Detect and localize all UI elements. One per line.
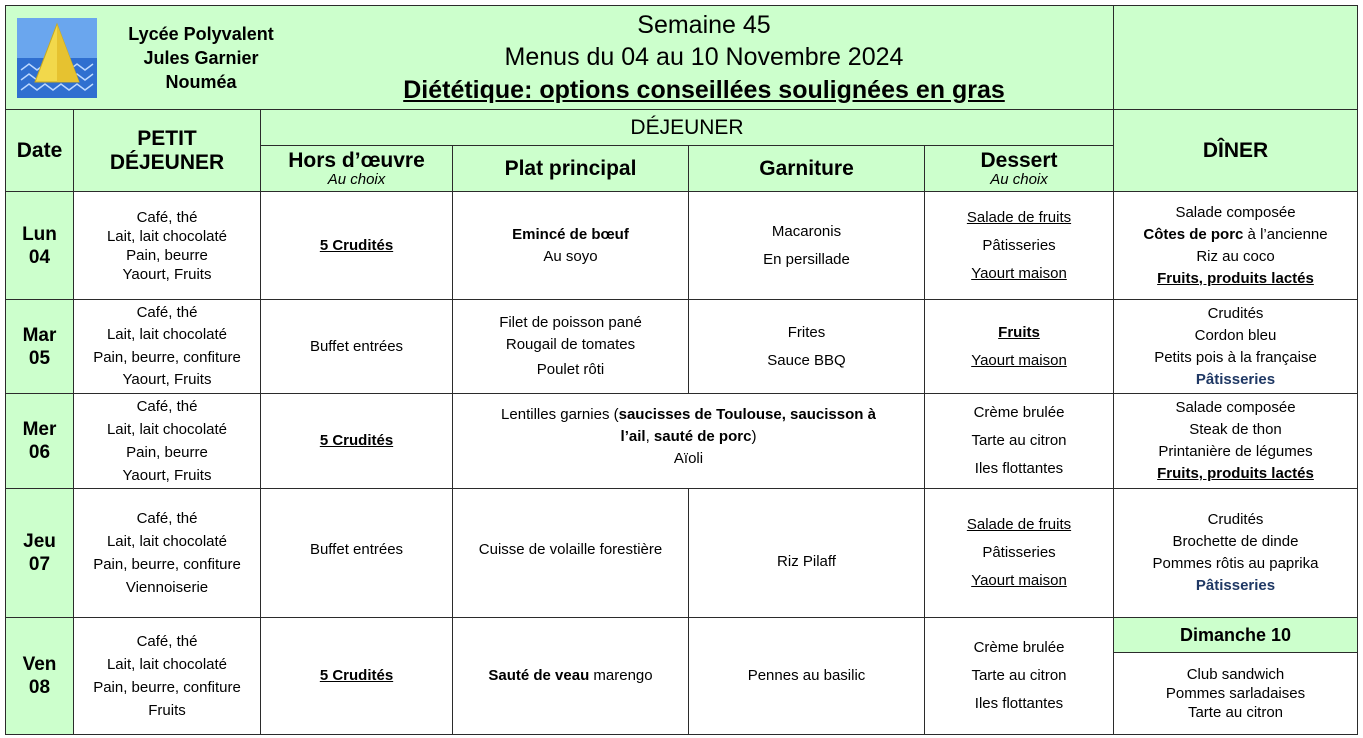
dinner-sun (1113, 652, 1358, 735)
starter-mon (260, 191, 453, 300)
menu-item: Pain, beurre (126, 246, 208, 264)
header-breakfast-1: PETIT (137, 126, 197, 150)
menu-item: Steak de thon (1189, 421, 1282, 438)
menu-item: Salade composée (1175, 399, 1296, 416)
menu-item: Pain, beurre, confiture (93, 348, 241, 366)
logo-cell (5, 5, 108, 110)
starter-thu (260, 488, 453, 618)
menu-item: En persillade (763, 250, 850, 268)
menu-item: Fruits, produits lactés (1157, 465, 1314, 482)
header-side-label: Garniture (759, 156, 854, 180)
menu-item: Pain, beurre, confiture (93, 679, 241, 696)
menu-item (621, 426, 757, 448)
dinner-thu (1113, 488, 1358, 618)
menu-item: Tarte au citron (1187, 704, 1284, 721)
menu-item: Pennes au basilic (747, 667, 866, 684)
menu-title (295, 5, 1114, 110)
menu-item: Emincé de bœuf (512, 225, 629, 243)
week-title: Semaine 45 (637, 10, 771, 39)
day-number: 06 (28, 442, 51, 463)
dessert-wed (924, 393, 1114, 489)
menu-item: 5 Crudités (319, 667, 394, 684)
dessert-tue (924, 299, 1114, 394)
menu-item: Lait, lait chocolaté (106, 326, 228, 343)
menu-item: Iles flottantes (974, 695, 1064, 712)
menu-item: 5 Crudités (319, 236, 394, 254)
header-dinner-label: DÎNER (1202, 138, 1269, 162)
menu-item: Salade de fruits (966, 208, 1072, 226)
main-thu (452, 488, 689, 618)
main-tue (452, 299, 689, 394)
menu-item: Yaourt maison (971, 572, 1067, 589)
main-wed (452, 393, 925, 489)
menu-item: Crudités (1207, 304, 1264, 322)
dinner-mon (1113, 191, 1358, 300)
menu-item: Café, thé (136, 208, 198, 226)
starter-wed (260, 393, 453, 489)
main-mon (452, 191, 689, 300)
menu-item: Club sandwich (1186, 666, 1285, 683)
menu-item: Tarte au citron (971, 667, 1067, 684)
menu-item: Café, thé (136, 633, 198, 650)
day-name: Mer (22, 419, 57, 440)
menu-item: Pommes sarladaises (1165, 685, 1306, 702)
menu-item: Pâtisseries (982, 236, 1056, 254)
menu-item: Lait, lait chocolaté (106, 656, 228, 673)
menu-item (1143, 224, 1327, 246)
header-side (688, 145, 925, 192)
menu-item: Lait, lait chocolaté (106, 421, 228, 438)
school-line-2: Jules Garnier (143, 47, 259, 68)
menu-item: Lait, lait chocolaté (106, 227, 228, 245)
header-dinner (1113, 109, 1358, 192)
starter-tue (260, 299, 453, 394)
dessert-thu (924, 488, 1114, 618)
menu-item: Cuisse de volaille forestière (478, 541, 663, 558)
menu-item: Buffet entrées (309, 541, 404, 558)
school-name (107, 5, 296, 110)
menu-item: Pâtisseries (1195, 370, 1276, 388)
menu-item: Aïoli (673, 450, 704, 467)
menu-item: Crème brulée (973, 404, 1065, 421)
day-number: 05 (28, 347, 51, 369)
menu-item: Printanière de légumes (1158, 443, 1313, 460)
menu-item: Viennoiserie (125, 579, 209, 596)
header-lunch (260, 109, 1114, 146)
menu-item: Sauce BBQ (767, 351, 846, 369)
menu-item: Salade de fruits (966, 516, 1072, 533)
menu-item: Filet de poisson pané (499, 314, 642, 331)
menu-item (501, 404, 876, 426)
dinner-tue (1113, 299, 1358, 394)
side-mon (688, 191, 925, 300)
text-span: , (645, 428, 654, 445)
menu-item-rest: marengo (589, 667, 653, 684)
menu-item: Macaronis (771, 222, 842, 240)
header-starter-sub: Au choix (327, 170, 386, 188)
text-span-bold: l’ail (620, 428, 646, 445)
menu-item: Frites (787, 323, 826, 341)
day-name: Lun (22, 223, 57, 245)
menu-item: Crème brulée (973, 639, 1065, 656)
dessert-fri (924, 617, 1114, 735)
text-span: ) (751, 428, 757, 445)
menu-item: Fruits (148, 702, 186, 719)
header-date-label: Date (16, 138, 63, 162)
menu-item (488, 665, 652, 687)
menu-item: Yaourt maison (971, 351, 1067, 369)
side-fri (688, 617, 925, 735)
header-date (5, 109, 74, 192)
dietetic-note: Diététique: options conseillées soulignées en gras (403, 75, 1005, 104)
menu-item: 5 Crudités (319, 432, 394, 449)
menu-item: Rougail de tomates (505, 336, 636, 353)
header-breakfast (73, 109, 261, 192)
title-blank-cell (1113, 5, 1358, 110)
day-number: 04 (28, 246, 51, 268)
menu-item: Tarte au citron (971, 432, 1067, 449)
menu-item: Fruits, produits lactés (1157, 269, 1314, 287)
day-fri (5, 617, 74, 735)
menu-item-bold: Côtes de porc (1143, 225, 1244, 243)
dinner-wed (1113, 393, 1358, 489)
starter-fri (260, 617, 453, 735)
menu-item: Crudités (1207, 511, 1264, 528)
menu-item: Yaourt, Fruits (122, 371, 212, 388)
dessert-mon (924, 191, 1114, 300)
text-span: Lentilles garnies ( (501, 406, 619, 423)
header-starter-label: Hors d’œuvre (288, 148, 425, 172)
breakfast-mon (73, 191, 261, 300)
day-wed (5, 393, 74, 489)
header-dessert-sub: Au choix (990, 170, 1048, 188)
header-lunch-label: DÉJEUNER (630, 115, 744, 139)
day-name: Mar (22, 324, 57, 346)
day-thu (5, 488, 74, 618)
menu-item: Pain, beurre (126, 444, 208, 461)
menu-item: Yaourt, Fruits (122, 467, 212, 484)
breakfast-tue (73, 299, 261, 394)
menu-item: Riz Pilaff (777, 553, 836, 570)
day-name: Jeu (23, 531, 56, 552)
day-name: Ven (22, 654, 57, 675)
menu-item: Café, thé (136, 303, 198, 321)
main-fri (452, 617, 689, 735)
sunday-header (1113, 617, 1358, 653)
breakfast-thu (73, 488, 261, 618)
menu-item: Petits pois à la française (1154, 348, 1317, 366)
date-range: Menus du 04 au 10 Novembre 2024 (504, 42, 904, 71)
day-number: 08 (28, 677, 51, 698)
header-dessert (924, 145, 1114, 192)
text-span-bold: sauté de porc (653, 428, 752, 445)
menu-item: Café, thé (136, 510, 198, 527)
menu-item: Café, thé (136, 398, 198, 415)
menu-item: Cordon bleu (1194, 326, 1277, 344)
sunday-title: Dimanche 10 (1179, 625, 1292, 645)
header-starter (260, 145, 453, 192)
menu-item: Brochette de dinde (1172, 533, 1299, 550)
header-main-label: Plat principal (504, 156, 637, 180)
menu-item: Pain, beurre, confiture (93, 556, 241, 573)
menu-item: Pâtisseries (982, 544, 1056, 561)
menu-item: Riz au coco (1196, 247, 1275, 265)
header-main (452, 145, 689, 192)
school-line-1: Lycée Polyvalent (128, 23, 274, 44)
menu-item: Yaourt maison (971, 264, 1067, 282)
menu-item: Pâtisseries (1195, 577, 1276, 594)
menu-item: Poulet rôti (536, 361, 605, 378)
day-number: 07 (28, 554, 51, 575)
header-dessert-label: Dessert (980, 148, 1058, 172)
menu-item: Salade composée (1175, 203, 1296, 221)
menu-item-rest: à l’ancienne (1243, 225, 1328, 243)
menu-item: Iles flottantes (974, 460, 1064, 477)
day-mon (5, 191, 74, 300)
side-tue (688, 299, 925, 394)
side-thu (688, 488, 925, 618)
menu-item: Buffet entrées (309, 337, 404, 355)
menu-item: Au soyo (543, 247, 598, 265)
breakfast-wed (73, 393, 261, 489)
menu-item: Pommes rôtis au paprika (1152, 555, 1319, 572)
school-logo (17, 18, 97, 98)
header-breakfast-2: DÉJEUNER (109, 150, 225, 174)
breakfast-fri (73, 617, 261, 735)
menu-item: Yaourt, Fruits (122, 265, 212, 283)
day-tue (5, 299, 74, 394)
text-span-bold: saucisses de Toulouse, saucisson à (618, 406, 876, 423)
school-line-3: Nouméa (165, 71, 237, 92)
menu-item-bold: Sauté de veau (488, 667, 590, 684)
menu-item: Fruits (998, 323, 1040, 341)
menu-item: Lait, lait chocolaté (106, 533, 228, 550)
